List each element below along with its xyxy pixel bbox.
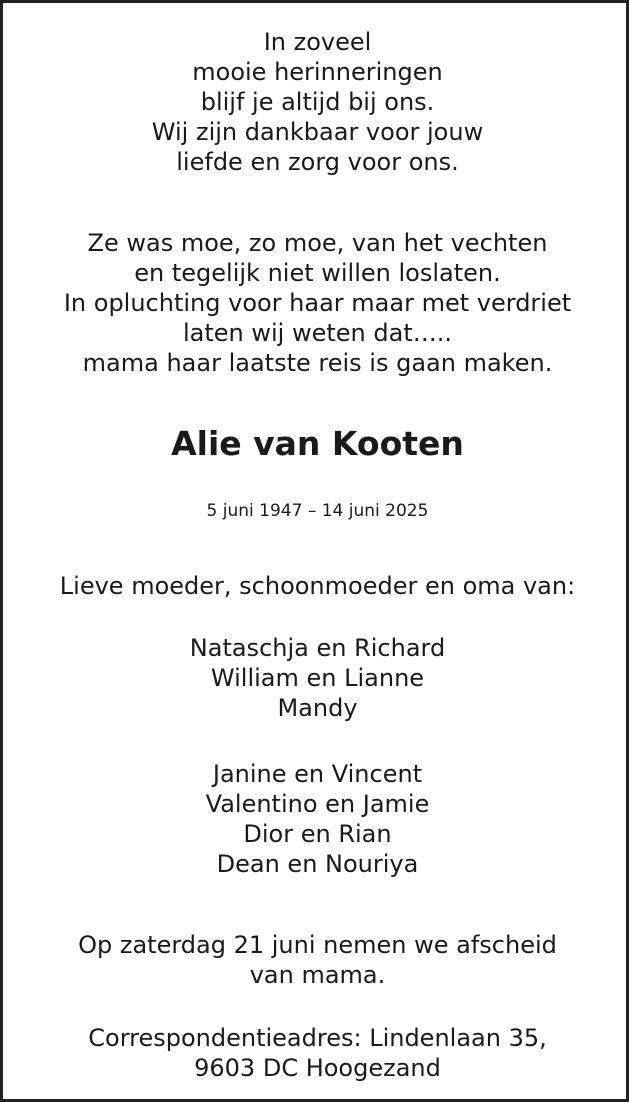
life-dates: 5 juni 1947 – 14 juni 2025 <box>206 501 429 521</box>
family-member: Mandy <box>277 694 358 722</box>
poem-two-line: mama haar laatste reis is gaan maken. <box>82 349 553 377</box>
poem-two-line: Ze was moe, zo moe, van het vechten <box>87 229 548 257</box>
farewell-notice <box>3 930 629 990</box>
family-member: Dean en Nouriya <box>216 850 419 878</box>
poem-two-line: laten wij weten dat….. <box>182 319 452 347</box>
poem-one-line: mooie herinneringen <box>192 58 443 86</box>
poem-one-line: Wij zijn dankbaar voor jouw <box>151 118 484 146</box>
family-member: Valentino en Jamie <box>205 790 430 818</box>
grandchildren-list <box>3 759 629 879</box>
correspondence-address <box>3 1023 629 1083</box>
poem-one <box>3 27 629 177</box>
family-member: William en Lianne <box>210 664 425 692</box>
farewell-line: Op zaterdag 21 juni nemen we afscheid <box>78 931 557 959</box>
poem-one-line: In zoveel <box>263 28 372 56</box>
family-member: Dior en Rian <box>243 820 392 848</box>
poem-one-line: blijf je altijd bij ons. <box>200 88 435 116</box>
poem-two <box>3 228 629 378</box>
address-line: Correspondentieadres: Lindenlaan 35, <box>88 1024 547 1052</box>
poem-two-line: en tegelijk niet willen loslaten. <box>134 259 501 287</box>
family-member: Nataschja en Richard <box>189 634 446 662</box>
children-list <box>3 633 629 723</box>
poem-one-line: liefde en zorg voor ons. <box>176 148 459 176</box>
address-line: 9603 DC Hoogezand <box>194 1054 441 1082</box>
poem-two-line: In opluchting voor haar maar met verdriet <box>63 289 572 317</box>
farewell-line: van mama. <box>249 961 386 989</box>
family-member: Janine en Vincent <box>212 760 423 788</box>
deceased-name: Alie van Kooten <box>171 424 464 463</box>
relation-intro: Lieve moeder, schoonmoeder en oma van: <box>59 572 576 600</box>
